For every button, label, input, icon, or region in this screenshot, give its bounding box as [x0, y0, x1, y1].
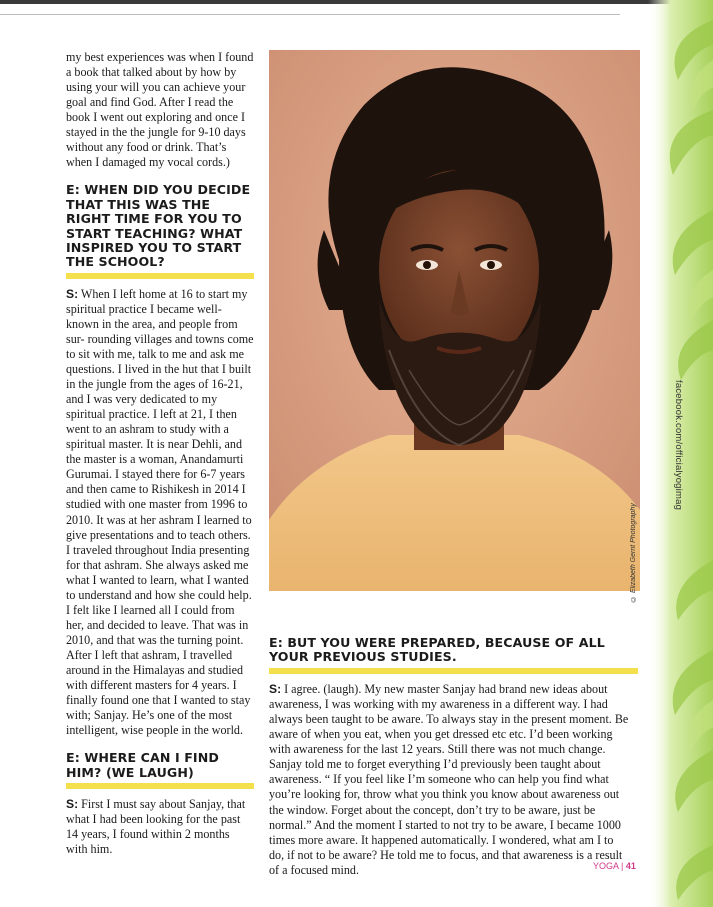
page-number: 41 — [625, 861, 636, 871]
heading-underline-3 — [269, 668, 638, 674]
intro-paragraph: my best experiences was when I found a book that talked about by how by using your will you can achieve your goal and find God. After I read the book I went out exploring and once I stayed in the the jungle for 9-10 days without any food or drink. That’s when I damaged my vocal cords.) — [66, 50, 254, 170]
footer-separator: | — [621, 861, 624, 871]
answer-paragraph-3 — [269, 682, 630, 878]
answer-text-2: First I must say about Sanjay, that what I had been looking for the past 14 years, I found within 2 months with him. — [66, 797, 246, 857]
side-url: facebook.com/officialyogimag — [673, 380, 684, 511]
question-heading-2: E: WHERE CAN I FIND HIM? (WE LAUGH) — [66, 750, 219, 780]
question-heading-1: E: WHEN DID YOU DECIDE THAT THIS WAS THE RIGHT TIME FOR YOU TO START TEACHING? WHAT INSPIRED YOU TO START THE SCHOOL? — [66, 182, 251, 270]
top-bar — [0, 0, 713, 4]
answer-paragraph-2 — [66, 797, 254, 857]
answer-paragraph-1 — [66, 287, 254, 738]
answer-text-3: I agree. (laugh). My new master Sanjay had brand new ideas about awareness, I was working with my awareness in a different way. I had always been taught to be aware. To always stay in the present moment. Be aware of when you eat, when you get dressed etc etc. I’d been working with awareness for the last 12 years. Still there was not much change. Sanjay told me to forget everything I’d previously been taught about awareness. “ If you feel like I’m someone who can help you find what you’re looking for, throw what you think you know about awareness out the window. Forget about the concept, don’t try to be aware, just be normal.” And the moment I started to not try to be aware, I became 1000 times more aware. It happened automatically. I wondered, what am I to do, if not to be aware? He told me to focus, and that awareness is a result of a focused mind. — [269, 681, 629, 877]
answer-text-1: When I left home at 16 to start my spiritual practice I became well-known in the area, and people from sur- rounding villages and towns come to sit with me, talk to me and ask me questions. I lived in the hut that I built in the jungle from the ages of 16-21, and I was very dedicated to my spiritual practice. I left at 21, I then went to an ashram to study with a spiritual master. It is near Dehli, and the master is a woman, Anandamurti Gurumai. I stayed there for 6-7 years and then came to Rishikesh in 2014 I studied with one master from 1996 to 2010. It was at her ashram I learned to give presentations and to teach others. I traveled throughout India presenting for that ashram. She always asked me what I wanted to learn, what I wanted to understand and how she could help. I felt like I learned all I could from her, and decided to leave. That was in 2010, and that was the turning point. After I left that ashram, I travelled around in the Himalayas and studied with different masters for 4 years. I finally found one that I wanted to stay with; Sanjay. He’s one of the most intelligent, wise people in the world. — [66, 286, 254, 738]
speaker-label: S: — [66, 286, 79, 301]
heading-underline-1 — [66, 273, 254, 279]
magazine-name: YOGA — [593, 861, 619, 871]
question-heading-3: E: BUT YOU WERE PREPARED, BECAUSE OF ALL YOUR PREVIOUS STUDIES. — [269, 635, 605, 665]
page-footer — [593, 861, 636, 871]
right-column — [269, 636, 630, 878]
top-rule — [0, 14, 620, 15]
heading-underline-2 — [66, 783, 254, 789]
speaker-label: S: — [269, 681, 282, 696]
speaker-label: S: — [66, 797, 79, 812]
portrait-photo — [269, 50, 640, 591]
photo-credit: © Elizabeth Gerrit Photography — [630, 503, 637, 602]
left-column — [66, 50, 254, 857]
